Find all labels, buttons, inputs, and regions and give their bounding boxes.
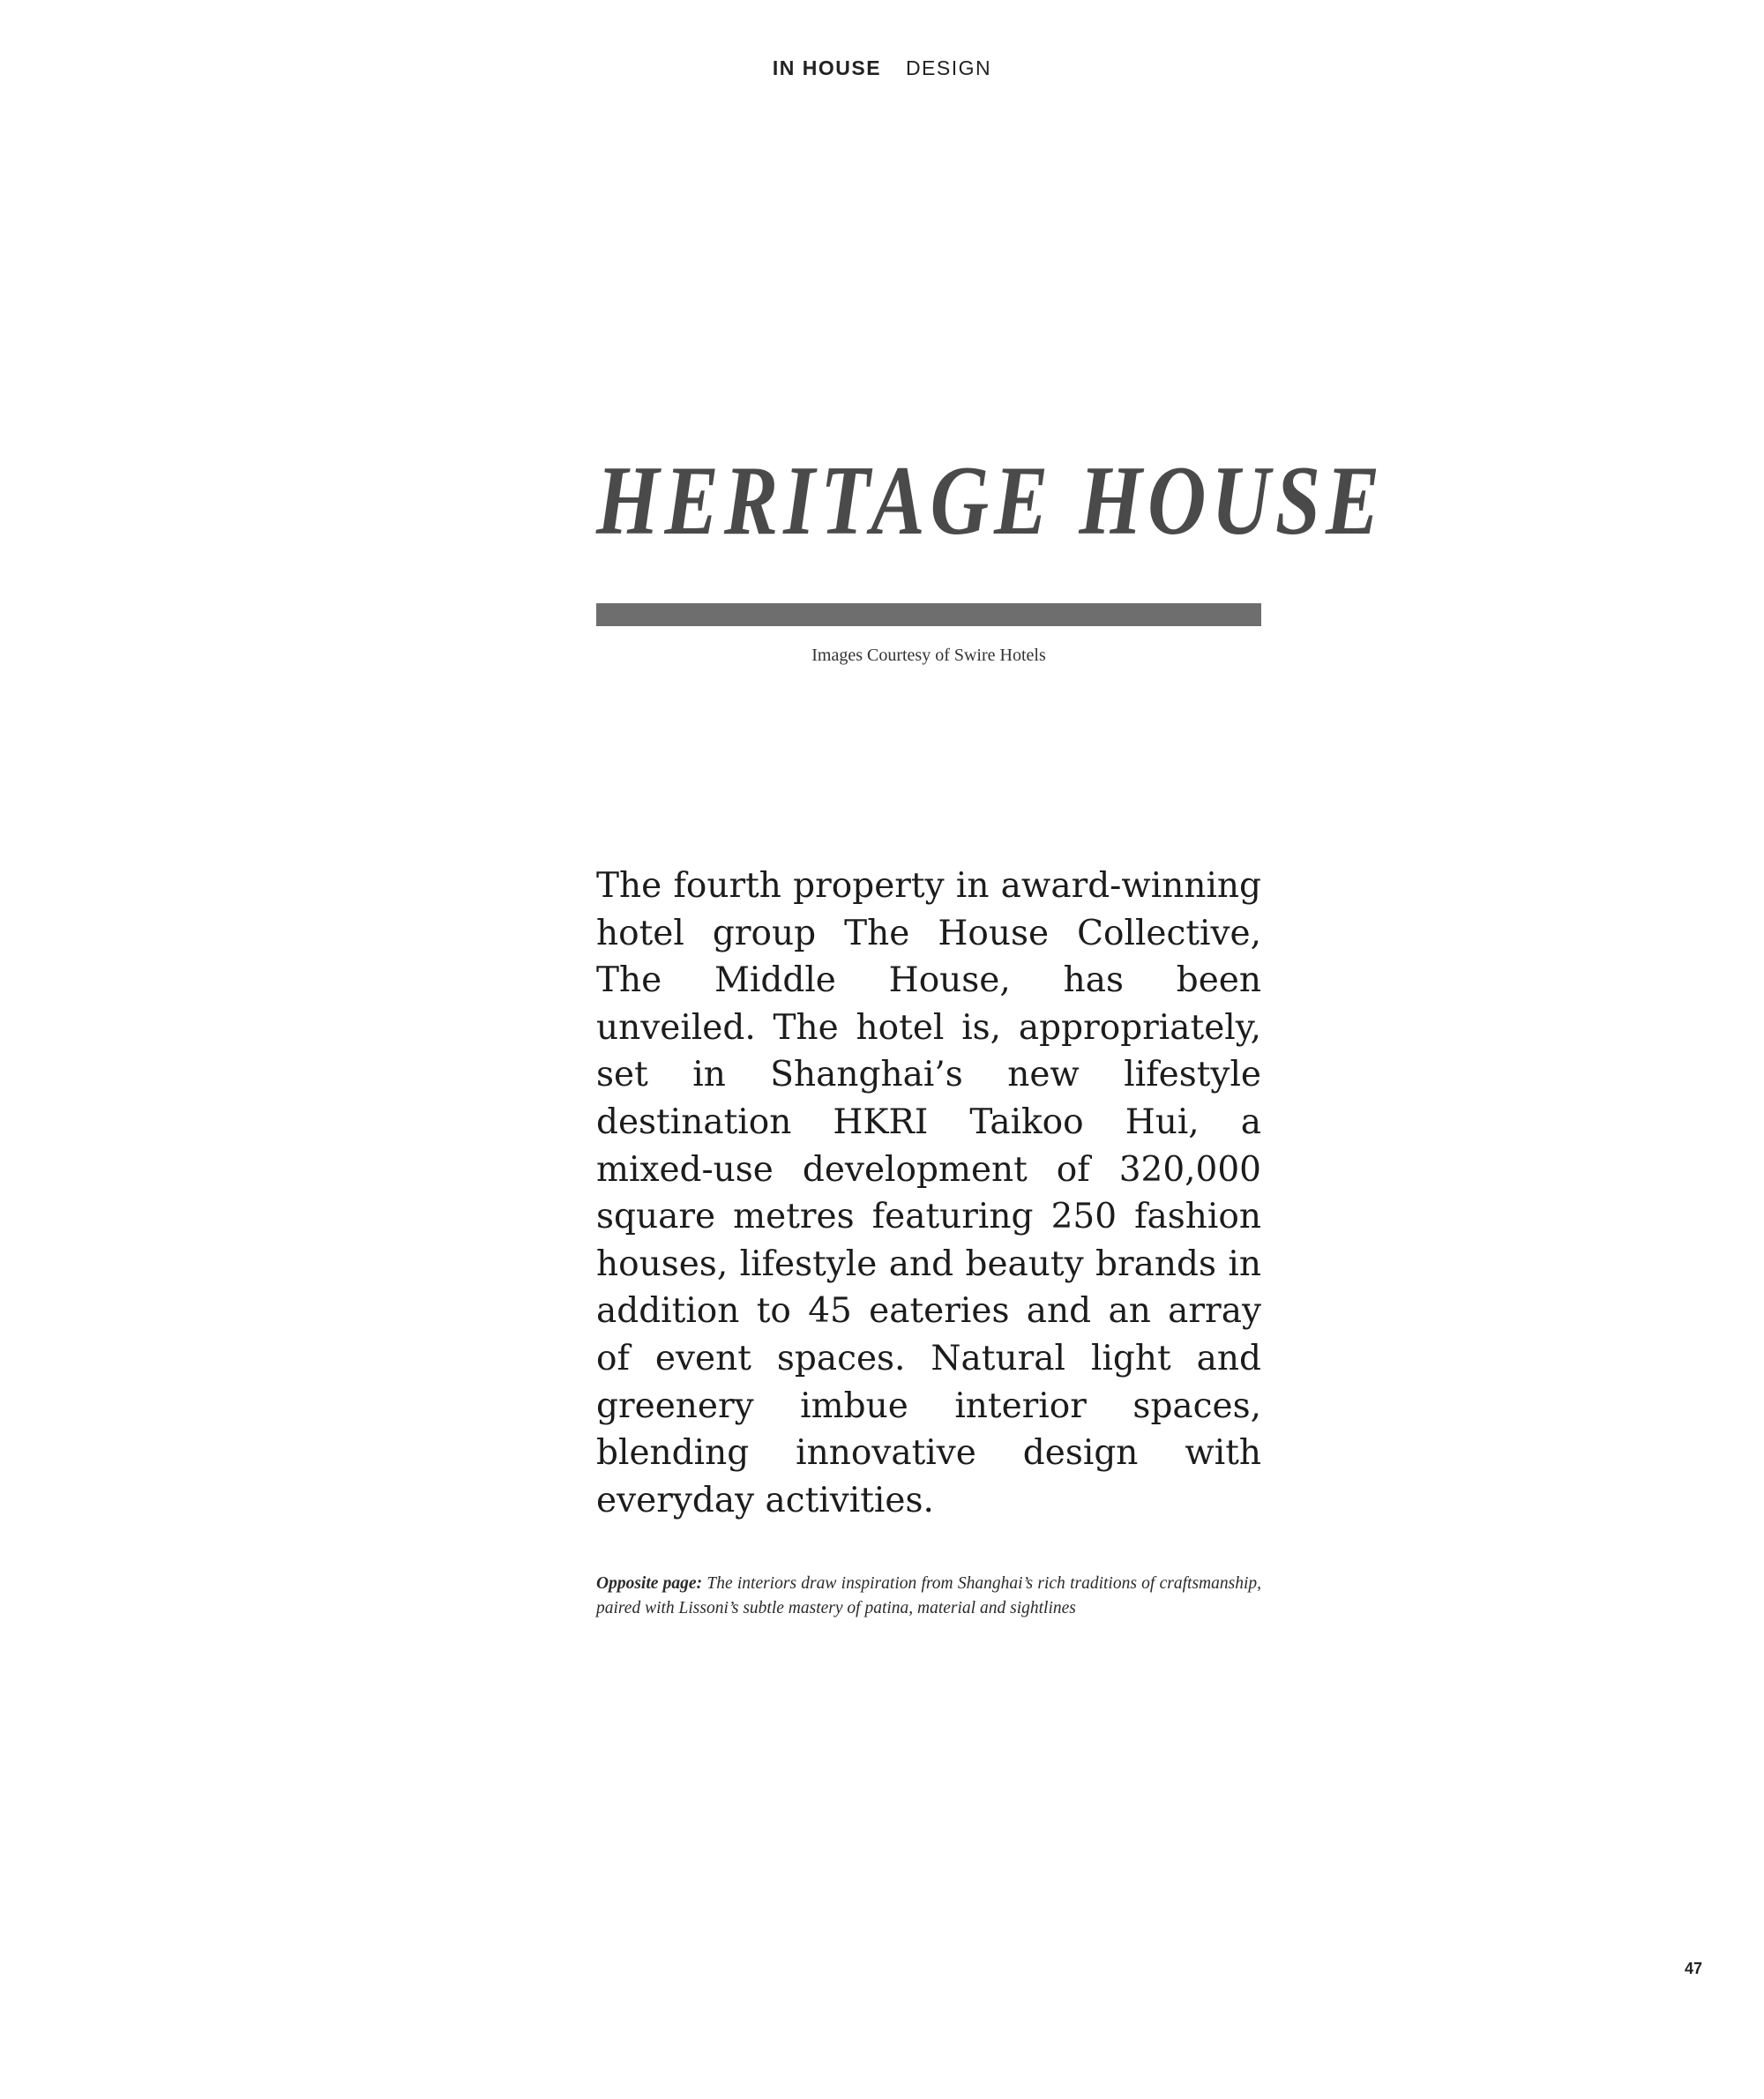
caption-lead: Opposite page:: [596, 1574, 703, 1593]
header-section: IN HOUSE: [772, 56, 882, 79]
article-body: The fourth property in award-winning hotel group The House Collective, The Middle House, has been unveiled. The hotel is, appropriately, set in Shanghai’s new lifestyle destination HKRI Taikoo Hui, a mixed-use development of 320,000 square metres featuring 250 fashion houses, lifestyle and beauty brands in addition to 45 eateries and an array of event spaces. Natural light and greenery imbue interior spaces, blending innovative design with everyday activities.: [596, 866, 1261, 1520]
image-credit: Images Courtesy of Swire Hotels: [811, 646, 1046, 665]
article-title: HERITAGE HOUSE: [596, 444, 1386, 556]
page-number: 47: [1685, 1960, 1703, 1977]
title-rule: [596, 603, 1261, 626]
photo-caption: [596, 1572, 1261, 1621]
caption-text: The interiors draw inspiration from Shanghai’s rich traditions of craftsmanship, paired with Lissoni’s subtle mastery of patina, material and sightlines: [596, 1574, 1261, 1617]
header-category: DESIGN: [905, 56, 992, 79]
running-header: [0, 56, 1764, 80]
